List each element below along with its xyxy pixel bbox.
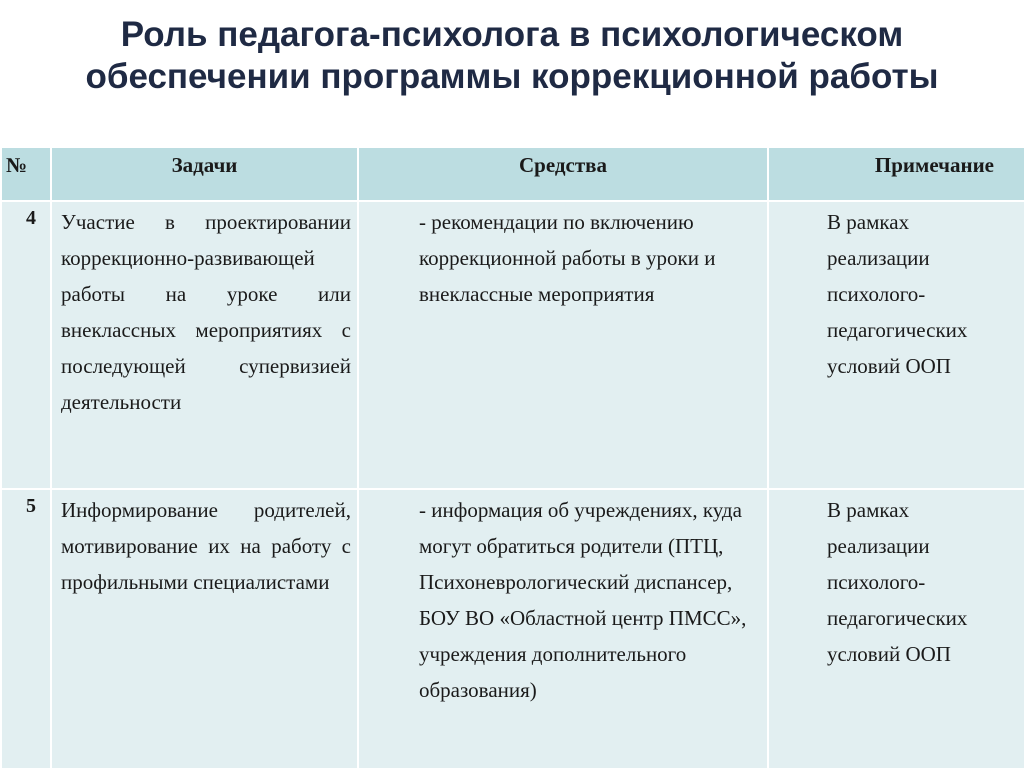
header-means: Средства (358, 147, 768, 201)
table-row (1, 489, 1024, 768)
row-note (768, 489, 1024, 768)
row-task-text: Участие в проектировании коррекционно-развивающей работы на уроке или внеклассных мероприятиях с последующей супервизией деятельности (61, 210, 351, 414)
table-header-row (1, 147, 1024, 201)
row-note-text: В рамках реализации психолого-педагогических условий ООП (827, 498, 968, 666)
row-task-text: Информирование родителей, мотивирование их на работу с профильными специалистами (61, 498, 351, 594)
slide-title (0, 14, 1024, 98)
row-means-text: - рекомендации по включению коррекционной работы в уроки и внеклассные мероприятия (419, 210, 716, 306)
slide-title-line-1: Роль педагога-психолога в психологическом (120, 15, 904, 54)
row-number: 4 (1, 201, 51, 489)
row-task (51, 201, 358, 489)
tasks-table (0, 146, 1024, 768)
header-note: Примечание (768, 147, 1024, 201)
row-means (358, 489, 768, 768)
row-note (768, 201, 1024, 489)
slide-title-line-2: обеспечении программы коррекционной работы (85, 57, 939, 96)
header-number: № (1, 147, 51, 201)
row-note-text: В рамках реализации психолого-педагогических условий ООП (827, 210, 968, 378)
row-task (51, 489, 358, 768)
row-means (358, 201, 768, 489)
header-tasks: Задачи (51, 147, 358, 201)
row-number: 5 (1, 489, 51, 768)
table-row (1, 201, 1024, 489)
row-means-text: - информация об учреждениях, куда могут обратиться родители (ПТЦ, Психоневрологический диспансер, БОУ ВО «Областной центр ПМСС», учреждения дополнительного образования) (419, 498, 747, 702)
